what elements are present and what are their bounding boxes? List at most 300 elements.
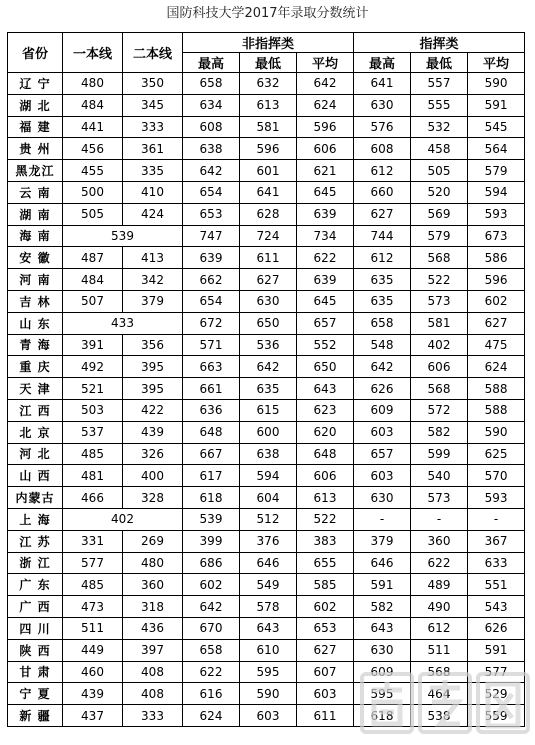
score-cell: 568 [411,661,468,683]
score-cell: 577 [468,661,525,683]
score-cell: 591 [468,639,525,661]
tier1-cell: 484 [63,94,123,116]
header-tier2: 二本线 [123,33,183,73]
score-cell: 602 [297,596,354,618]
score-cell: 627 [354,203,411,225]
score-cell: 744 [354,225,411,247]
score-cell: 618 [183,487,240,509]
province-cell: 河 北 [8,443,63,465]
score-cell: 568 [411,247,468,269]
score-cell: 603 [297,683,354,705]
score-cell: 628 [240,203,297,225]
score-cell: 576 [354,116,411,138]
score-cell: 593 [468,203,525,225]
tier2-cell: 395 [123,378,183,400]
score-cell: 634 [183,94,240,116]
province-cell: 宁 夏 [8,683,63,705]
score-cell: 588 [468,399,525,421]
province-cell: 新 疆 [8,705,63,727]
province-cell: 浙 江 [8,552,63,574]
score-cell: 613 [240,94,297,116]
province-cell: 河 南 [8,269,63,291]
score-cell: 661 [183,378,240,400]
province-cell: 福 建 [8,116,63,138]
score-cell: 458 [411,138,468,160]
merged-line-cell: 402 [63,508,183,530]
tier2-cell: 360 [123,574,183,596]
score-cell: 538 [411,705,468,727]
score-cell: 610 [240,639,297,661]
score-cell: 572 [411,399,468,421]
score-cell: 686 [183,552,240,574]
tier2-cell: 326 [123,443,183,465]
tier1-cell: 449 [63,639,123,661]
score-cell: 653 [183,203,240,225]
header-non-command: 非指挥类 [183,33,354,53]
table-row [8,116,525,138]
score-cell: 673 [468,225,525,247]
tier2-cell: 356 [123,334,183,356]
score-cell: 624 [183,705,240,727]
score-cell: 630 [354,94,411,116]
score-cell: 581 [240,116,297,138]
score-cell: 612 [354,160,411,182]
score-cell: 627 [468,312,525,334]
score-cell: 599 [411,443,468,465]
table-body [8,73,525,727]
table-row [8,639,525,661]
score-cell: 590 [468,421,525,443]
tier1-cell: 480 [63,73,123,95]
table-row [8,705,525,727]
score-cell: - [468,508,525,530]
score-cell: 635 [354,290,411,312]
tier1-cell: 487 [63,247,123,269]
score-cell: 568 [411,378,468,400]
score-cell: 609 [354,399,411,421]
score-cell: 645 [297,290,354,312]
tier1-cell: 456 [63,138,123,160]
score-cell: 635 [240,378,297,400]
score-cell: 594 [468,181,525,203]
score-cell: 595 [240,661,297,683]
table-row [8,378,525,400]
tier1-cell: 455 [63,160,123,182]
score-cell: 622 [297,247,354,269]
score-cell: 642 [354,356,411,378]
score-cell: 615 [240,399,297,421]
score-cell: 604 [240,487,297,509]
tier2-cell: 397 [123,639,183,661]
score-cell: 654 [183,290,240,312]
tier1-cell: 511 [63,617,123,639]
score-cell: 636 [183,399,240,421]
score-cell: 590 [468,73,525,95]
table-row [8,574,525,596]
score-cell: 606 [297,138,354,160]
table-row [8,160,525,182]
score-cell: 564 [468,138,525,160]
score-cell: 632 [240,73,297,95]
tier1-cell: 439 [63,683,123,705]
province-cell: 山 东 [8,312,63,334]
score-cell: 399 [183,530,240,552]
table-row [8,596,525,618]
score-cell: 648 [297,443,354,465]
tier1-cell: 441 [63,116,123,138]
province-cell: 重 庆 [8,356,63,378]
score-cell: 606 [411,356,468,378]
score-cell: 643 [354,617,411,639]
tier1-cell: 485 [63,443,123,465]
tier2-cell: 480 [123,552,183,574]
table-row [8,290,525,312]
tier2-cell: 335 [123,160,183,182]
score-cell: 617 [183,465,240,487]
table-row [8,683,525,705]
tier1-cell: 437 [63,705,123,727]
score-cell: 581 [411,312,468,334]
score-cell: 505 [411,160,468,182]
province-cell: 江 西 [8,399,63,421]
tier1-cell: 500 [63,181,123,203]
score-cell: 657 [354,443,411,465]
score-cell: 557 [411,73,468,95]
province-cell: 广 西 [8,596,63,618]
score-cell: 630 [240,290,297,312]
score-cell: 624 [297,94,354,116]
header-province: 省份 [8,33,63,73]
province-cell: 云 南 [8,181,63,203]
score-cell: 642 [240,356,297,378]
table-row [8,73,525,95]
score-cell: 612 [411,617,468,639]
score-cell: 545 [468,116,525,138]
score-cell: 663 [183,356,240,378]
score-cell: 638 [240,443,297,465]
header-sub: 最低 [411,53,468,73]
score-cell: 642 [183,596,240,618]
score-cell: 603 [240,705,297,727]
score-cell: 658 [354,312,411,334]
score-cell: 655 [297,552,354,574]
score-cell: 552 [297,334,354,356]
table-row [8,487,525,509]
table-row [8,465,525,487]
tier2-cell: 333 [123,705,183,727]
score-cell: 596 [468,269,525,291]
score-cell: 620 [297,421,354,443]
table-row [8,617,525,639]
province-cell: 甘 肃 [8,661,63,683]
tier2-cell: 361 [123,138,183,160]
score-cell: 642 [297,73,354,95]
score-cell: 724 [240,225,297,247]
province-cell: 陕 西 [8,639,63,661]
score-cell: 549 [240,574,297,596]
province-cell: 吉 林 [8,290,63,312]
score-cell: 594 [240,465,297,487]
table-row [8,508,525,530]
table-row [8,552,525,574]
score-cell: 602 [468,290,525,312]
tier2-cell: 395 [123,356,183,378]
score-cell: 624 [468,356,525,378]
score-cell: 621 [297,160,354,182]
score-cell: 606 [297,465,354,487]
score-cell: 603 [354,421,411,443]
tier1-cell: 473 [63,596,123,618]
score-cell: 641 [354,73,411,95]
tier1-cell: 481 [63,465,123,487]
tier2-cell: 379 [123,290,183,312]
tier2-cell: 408 [123,661,183,683]
score-cell: 360 [411,530,468,552]
score-cell: 623 [297,399,354,421]
tier2-cell: 422 [123,399,183,421]
score-cell: 548 [354,334,411,356]
table-row [8,181,525,203]
score-cell: 626 [468,617,525,639]
score-cell: 578 [240,596,297,618]
score-cell: 612 [354,247,411,269]
score-cell: 643 [297,378,354,400]
tier2-cell: 410 [123,181,183,203]
score-cell: 667 [183,443,240,465]
score-cell: 635 [354,269,411,291]
province-cell: 上 海 [8,508,63,530]
score-cell: 596 [297,116,354,138]
province-cell: 天 津 [8,378,63,400]
score-cell: 402 [411,334,468,356]
score-cell: 611 [297,705,354,727]
score-cell: 607 [297,661,354,683]
score-cell: 573 [411,290,468,312]
province-cell: 湖 北 [8,94,63,116]
score-cell: 490 [411,596,468,618]
merged-line-cell: 433 [63,312,183,334]
score-cell: 609 [354,661,411,683]
score-cell: 618 [354,705,411,727]
tier1-cell: 466 [63,487,123,509]
tier1-cell: 391 [63,334,123,356]
score-cell: 540 [411,465,468,487]
score-cell: 367 [468,530,525,552]
score-cell: 622 [183,661,240,683]
tier1-cell: 507 [63,290,123,312]
score-cell: 585 [297,574,354,596]
tier2-cell: 436 [123,617,183,639]
tier2-cell: 328 [123,487,183,509]
score-cell: 662 [183,269,240,291]
score-cell: 529 [468,683,525,705]
province-cell: 北 京 [8,421,63,443]
score-cell: 601 [240,160,297,182]
score-cell: 639 [183,247,240,269]
score-cell: 539 [183,508,240,530]
score-cell: 650 [240,312,297,334]
score-cell: 633 [468,552,525,574]
province-cell: 广 东 [8,574,63,596]
score-cell: 653 [297,617,354,639]
table-row [8,138,525,160]
score-cell: 643 [240,617,297,639]
score-cell: 650 [297,356,354,378]
tier2-cell: 439 [123,421,183,443]
score-cell: 616 [183,683,240,705]
score-cell: 646 [354,552,411,574]
score-cell: 489 [411,574,468,596]
score-cell: 603 [354,465,411,487]
score-cell: 626 [354,378,411,400]
score-cell: 586 [468,247,525,269]
score-cell: 627 [297,639,354,661]
score-cell: 379 [354,530,411,552]
header-sub: 平均 [297,53,354,73]
score-cell: 532 [411,116,468,138]
score-cell: 570 [468,465,525,487]
merged-line-cell: 539 [63,225,183,247]
score-cell: 590 [240,683,297,705]
tier1-cell: 331 [63,530,123,552]
province-cell: 贵 州 [8,138,63,160]
score-cell: 734 [297,225,354,247]
score-cell: 613 [297,487,354,509]
score-cell: 573 [411,487,468,509]
tier2-cell: 345 [123,94,183,116]
score-cell: 582 [354,596,411,618]
score-cell: 611 [240,247,297,269]
score-cell: 522 [297,508,354,530]
score-cell: - [411,508,468,530]
score-cell: 555 [411,94,468,116]
table-row [8,443,525,465]
score-cell: 658 [183,73,240,95]
score-cell: 475 [468,334,525,356]
table-row [8,269,525,291]
table-row [8,247,525,269]
header-sub: 最高 [354,53,411,73]
table-row [8,399,525,421]
table-row [8,312,525,334]
score-cell: 608 [183,116,240,138]
tier2-cell: 350 [123,73,183,95]
score-cell: 638 [183,138,240,160]
score-cell: 376 [240,530,297,552]
score-cell: 551 [468,574,525,596]
score-cell: 579 [468,160,525,182]
score-cell: 569 [411,203,468,225]
score-cell: 747 [183,225,240,247]
score-cell: 593 [468,487,525,509]
tier1-cell: 503 [63,399,123,421]
header-sub: 最低 [240,53,297,73]
score-cell: 645 [297,181,354,203]
tier1-cell: 484 [63,269,123,291]
score-cell: 622 [411,552,468,574]
score-cell: 571 [183,334,240,356]
score-cell: 646 [240,552,297,574]
table-row [8,421,525,443]
province-cell: 青 海 [8,334,63,356]
tier2-cell: 342 [123,269,183,291]
score-cell: 639 [297,269,354,291]
score-cell: 630 [354,487,411,509]
table-row [8,94,525,116]
score-cell: 608 [354,138,411,160]
score-cell: 559 [468,705,525,727]
score-cell: 627 [240,269,297,291]
score-cell: 654 [183,181,240,203]
score-cell: 648 [183,421,240,443]
score-cell: 672 [183,312,240,334]
table-row [8,356,525,378]
tier2-cell: 269 [123,530,183,552]
tier1-cell: 577 [63,552,123,574]
score-cell: 588 [468,378,525,400]
score-cell: 625 [468,443,525,465]
tier1-cell: 460 [63,661,123,683]
score-table [7,32,525,727]
score-cell: 579 [411,225,468,247]
score-cell: 670 [183,617,240,639]
score-cell: 582 [411,421,468,443]
score-cell: 522 [411,269,468,291]
page-title: 国防科技大学2017年录取分数统计 [166,6,369,21]
table-row [8,661,525,683]
header-sub: 平均 [468,53,525,73]
tier1-cell: 492 [63,356,123,378]
tier2-cell: 318 [123,596,183,618]
tier2-cell: 408 [123,683,183,705]
score-cell: 512 [240,508,297,530]
tier2-cell: 333 [123,116,183,138]
table-row [8,334,525,356]
table-row [8,203,525,225]
score-cell: 642 [183,160,240,182]
province-cell: 湖 南 [8,203,63,225]
tier1-cell: 537 [63,421,123,443]
province-cell: 四 川 [8,617,63,639]
score-cell: 383 [297,530,354,552]
table-row [8,225,525,247]
province-cell: 辽 宁 [8,73,63,95]
score-cell: 630 [354,639,411,661]
score-cell: - [354,508,411,530]
score-cell: 641 [240,181,297,203]
score-cell: 602 [183,574,240,596]
score-cell: 658 [183,639,240,661]
score-cell: 660 [354,181,411,203]
province-cell: 黑龙江 [8,160,63,182]
province-cell: 江 苏 [8,530,63,552]
score-cell: 520 [411,181,468,203]
score-cell: 657 [297,312,354,334]
table-row [8,530,525,552]
tier1-cell: 521 [63,378,123,400]
score-cell: 543 [468,596,525,618]
tier1-cell: 505 [63,203,123,225]
score-cell: 639 [297,203,354,225]
province-cell: 山 西 [8,465,63,487]
score-cell: 511 [411,639,468,661]
tier1-cell: 485 [63,574,123,596]
tier2-cell: 413 [123,247,183,269]
score-cell: 591 [354,574,411,596]
score-cell: 536 [240,334,297,356]
score-cell: 596 [240,138,297,160]
tier2-cell: 424 [123,203,183,225]
